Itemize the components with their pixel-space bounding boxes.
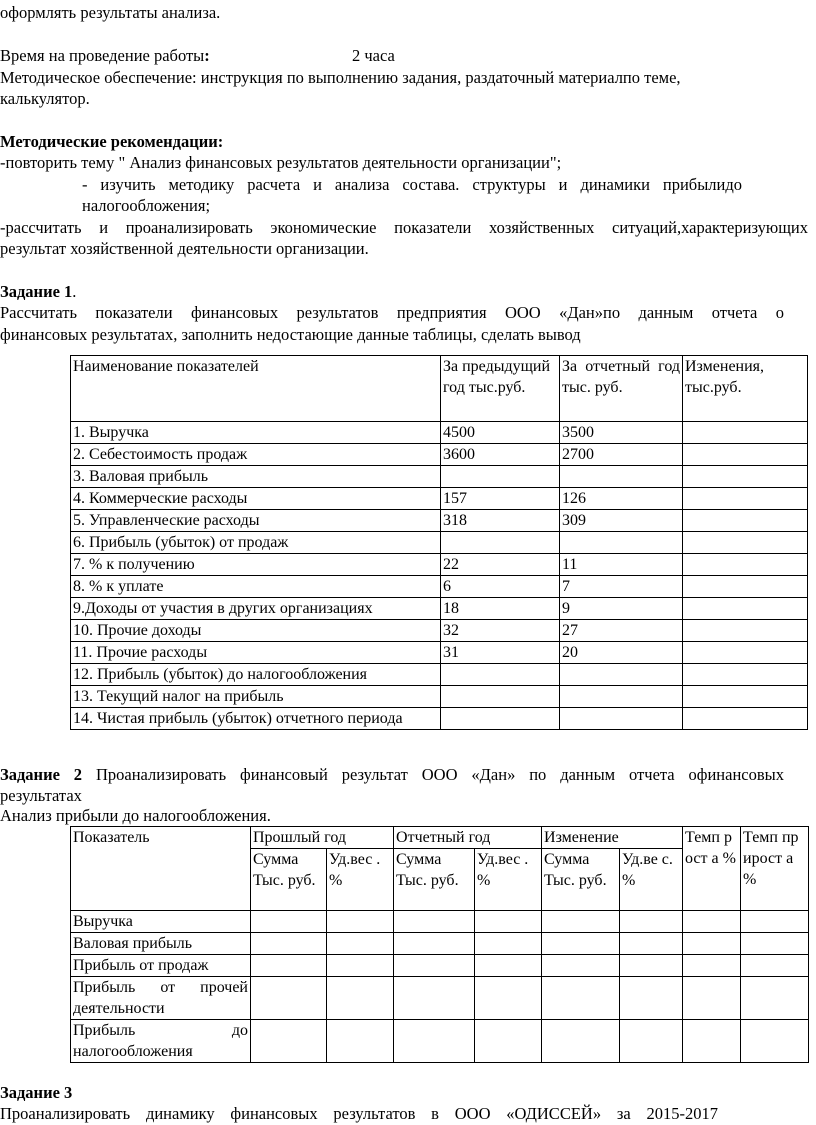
table-cell bbox=[741, 1020, 809, 1063]
header-cell: Прошлый год bbox=[251, 827, 394, 849]
table-cell: 11. Прочие расходы bbox=[71, 642, 441, 664]
table-cell: 32 bbox=[441, 620, 560, 642]
task1-table bbox=[70, 355, 808, 730]
table-cell bbox=[683, 554, 808, 576]
table-cell: 5. Управленческие расходы bbox=[71, 510, 441, 532]
header-cell: Отчетный год bbox=[394, 827, 542, 849]
table-cell bbox=[441, 532, 560, 554]
table-cell bbox=[683, 955, 741, 977]
table-cell bbox=[475, 977, 542, 1020]
table-cell: 4. Коммерческие расходы bbox=[71, 488, 441, 510]
table-cell bbox=[683, 510, 808, 532]
table-cell bbox=[683, 664, 808, 686]
method-line: Методическое обеспечение: инструкция по выполнению задания, раздаточный материалпо теме, bbox=[0, 68, 681, 87]
table-cell bbox=[620, 1020, 683, 1063]
table-cell: 3500 bbox=[560, 422, 683, 444]
table-cell: Валовая прибыль bbox=[71, 933, 251, 955]
table-cell bbox=[620, 955, 683, 977]
table-cell bbox=[560, 466, 683, 488]
table-cell: 22 bbox=[441, 554, 560, 576]
table-cell bbox=[683, 933, 741, 955]
table-row bbox=[71, 598, 808, 620]
table-cell bbox=[683, 620, 808, 642]
table-row bbox=[71, 532, 808, 554]
table-cell bbox=[683, 532, 808, 554]
rec-item: результат хозяйственной деятельности организации. bbox=[0, 239, 369, 258]
header-cell: Уд.вес . % bbox=[475, 849, 542, 911]
table-cell bbox=[741, 955, 809, 977]
table-cell bbox=[683, 911, 741, 933]
table-cell bbox=[327, 977, 394, 1020]
table-cell bbox=[620, 911, 683, 933]
table-cell: 8. % к уплате bbox=[71, 576, 441, 598]
table-cell bbox=[327, 955, 394, 977]
header-cell: Сумма Тыс. руб. bbox=[394, 849, 475, 911]
header-cell: Наименование показателей bbox=[71, 356, 441, 422]
rec-item: - изучить методику расчета и анализа состава. структуры и динамики прибылидо bbox=[82, 175, 742, 194]
table-cell bbox=[441, 466, 560, 488]
header-cell: Сумма Тыс. руб. bbox=[542, 849, 620, 911]
table-cell: 309 bbox=[560, 510, 683, 532]
table-cell: 6. Прибыль (убыток) от продаж bbox=[71, 532, 441, 554]
table-cell bbox=[683, 422, 808, 444]
header-cell: Темп прирост а % bbox=[741, 827, 809, 911]
table-cell bbox=[251, 1020, 327, 1063]
table-cell bbox=[741, 911, 809, 933]
table-cell: 7. % к получению bbox=[71, 554, 441, 576]
table-cell: 9 bbox=[560, 598, 683, 620]
table-cell bbox=[542, 911, 620, 933]
table-row bbox=[71, 510, 808, 532]
table-cell bbox=[251, 911, 327, 933]
table-cell bbox=[251, 977, 327, 1020]
table-cell bbox=[683, 488, 808, 510]
table-cell bbox=[441, 686, 560, 708]
table-cell: 9.Доходы от участия в других организациях bbox=[71, 598, 441, 620]
table-cell bbox=[441, 664, 560, 686]
table-cell bbox=[327, 1020, 394, 1063]
task2-text: Задание 2 Проанализировать финансовый результат ООО «Дан» по данным отчета офинансовых bbox=[0, 765, 784, 784]
table-cell: 7 bbox=[560, 576, 683, 598]
table-cell bbox=[683, 708, 808, 730]
table-row bbox=[71, 576, 808, 598]
table-cell bbox=[560, 664, 683, 686]
rec-item: -рассчитать и проанализировать экономические показатели хозяйственных ситуаций,характеризующих bbox=[0, 218, 808, 237]
table-cell bbox=[741, 977, 809, 1020]
table-cell bbox=[542, 1020, 620, 1063]
table-row bbox=[71, 554, 808, 576]
table-cell bbox=[394, 933, 475, 955]
table-cell: 1. Выручка bbox=[71, 422, 441, 444]
table-cell bbox=[560, 708, 683, 730]
table-row bbox=[71, 933, 809, 955]
table-cell: 157 bbox=[441, 488, 560, 510]
table-cell: 126 bbox=[560, 488, 683, 510]
table-cell: 2700 bbox=[560, 444, 683, 466]
table-cell bbox=[560, 686, 683, 708]
task3-text: Проанализировать динамику финансовых результатов в ООО «ОДИССЕЙ» за 2015-2017 bbox=[0, 1104, 718, 1123]
table-cell bbox=[620, 977, 683, 1020]
table-cell bbox=[683, 576, 808, 598]
table-cell bbox=[683, 686, 808, 708]
table-cell: 27 bbox=[560, 620, 683, 642]
table-cell bbox=[620, 933, 683, 955]
table-cell bbox=[251, 955, 327, 977]
rec-item: -повторить тему " Анализ финансовых результатов деятельности организации"; bbox=[0, 153, 562, 172]
header-cell: Уд.ве с. % bbox=[620, 849, 683, 911]
task1-title: Задание 1. bbox=[0, 282, 77, 301]
task2-text: результатах bbox=[0, 786, 82, 805]
table-cell bbox=[560, 532, 683, 554]
task1-text: Рассчитать показатели финансовых результатов предприятия ООО «Дан»по данным отчета о bbox=[0, 303, 784, 322]
table-cell bbox=[475, 1020, 542, 1063]
table-cell bbox=[475, 955, 542, 977]
table-cell: 4500 bbox=[441, 422, 560, 444]
table-cell: 12. Прибыль (убыток) до налогообложения bbox=[71, 664, 441, 686]
table-cell bbox=[683, 444, 808, 466]
table-row bbox=[71, 466, 808, 488]
table-cell bbox=[394, 977, 475, 1020]
table-cell: 10. Прочие доходы bbox=[71, 620, 441, 642]
table-cell: 3600 bbox=[441, 444, 560, 466]
table-cell bbox=[394, 911, 475, 933]
intro-line: оформлять результаты анализа. bbox=[0, 3, 221, 22]
table-row bbox=[71, 620, 808, 642]
table-cell bbox=[475, 911, 542, 933]
table-cell bbox=[683, 1020, 741, 1063]
time-label: Время на проведение работы: bbox=[0, 46, 210, 65]
header-cell: Изменения, тыс.руб. bbox=[683, 356, 808, 422]
task3-title: Задание 3 bbox=[0, 1083, 73, 1102]
header-cell: Изменение bbox=[542, 827, 683, 849]
table-cell: 31 bbox=[441, 642, 560, 664]
table-row bbox=[71, 955, 809, 977]
table-cell: 20 bbox=[560, 642, 683, 664]
table-cell: Прибыль до налогообложения bbox=[71, 1020, 251, 1063]
table-cell bbox=[475, 933, 542, 955]
table-cell: Прибыль от прочей деятельности bbox=[71, 977, 251, 1020]
table-row bbox=[71, 444, 808, 466]
table-cell: Прибыль от продаж bbox=[71, 955, 251, 977]
header-cell: Темп рост а % bbox=[683, 827, 741, 911]
table-row bbox=[71, 664, 808, 686]
table-row bbox=[71, 686, 808, 708]
table-cell: Выручка bbox=[71, 911, 251, 933]
task2-subtitle: Анализ прибыли до налогообложения. bbox=[0, 806, 271, 825]
table-row bbox=[71, 708, 808, 730]
table-cell: 2. Себестоимость продаж bbox=[71, 444, 441, 466]
header-cell: За предыдущий год тыс.руб. bbox=[441, 356, 560, 422]
table-cell bbox=[394, 955, 475, 977]
table-row bbox=[71, 977, 809, 1020]
table-cell bbox=[542, 933, 620, 955]
table-cell: 11 bbox=[560, 554, 683, 576]
header-cell: Сумма Тыс. руб. bbox=[251, 849, 327, 911]
table-cell: 3. Валовая прибыль bbox=[71, 466, 441, 488]
table-row bbox=[71, 488, 808, 510]
table-cell bbox=[741, 933, 809, 955]
table-cell bbox=[251, 933, 327, 955]
rec-item: налогообложения; bbox=[82, 196, 211, 215]
table-cell: 6 bbox=[441, 576, 560, 598]
table-cell bbox=[327, 911, 394, 933]
table-row bbox=[71, 642, 808, 664]
header-cell: Показатель bbox=[71, 827, 251, 911]
table-cell bbox=[683, 598, 808, 620]
table-cell bbox=[683, 977, 741, 1020]
table-cell: 13. Текущий налог на прибыль bbox=[71, 686, 441, 708]
table-row bbox=[71, 422, 808, 444]
method-line: калькулятор. bbox=[0, 89, 90, 108]
table-cell bbox=[542, 955, 620, 977]
table-cell: 18 bbox=[441, 598, 560, 620]
header-cell: За отчетный год тыс. руб. bbox=[560, 356, 683, 422]
table-row bbox=[71, 1020, 809, 1063]
rec-title: Методические рекомендации: bbox=[0, 132, 224, 151]
table-cell bbox=[441, 708, 560, 730]
time-value: 2 часа bbox=[352, 46, 395, 65]
table-cell bbox=[542, 977, 620, 1020]
table-cell: 14. Чистая прибыль (убыток) отчетного периода bbox=[71, 708, 441, 730]
table-cell bbox=[683, 642, 808, 664]
header-cell: Уд.вес . % bbox=[327, 849, 394, 911]
table-cell bbox=[683, 466, 808, 488]
task1-text: финансовых результатах, заполнить недостающие данные таблицы, сделать вывод bbox=[0, 325, 581, 344]
table-cell bbox=[394, 1020, 475, 1063]
table-cell: 318 bbox=[441, 510, 560, 532]
table-row bbox=[71, 911, 809, 933]
table-cell bbox=[327, 933, 394, 955]
task2-table bbox=[70, 826, 809, 1063]
